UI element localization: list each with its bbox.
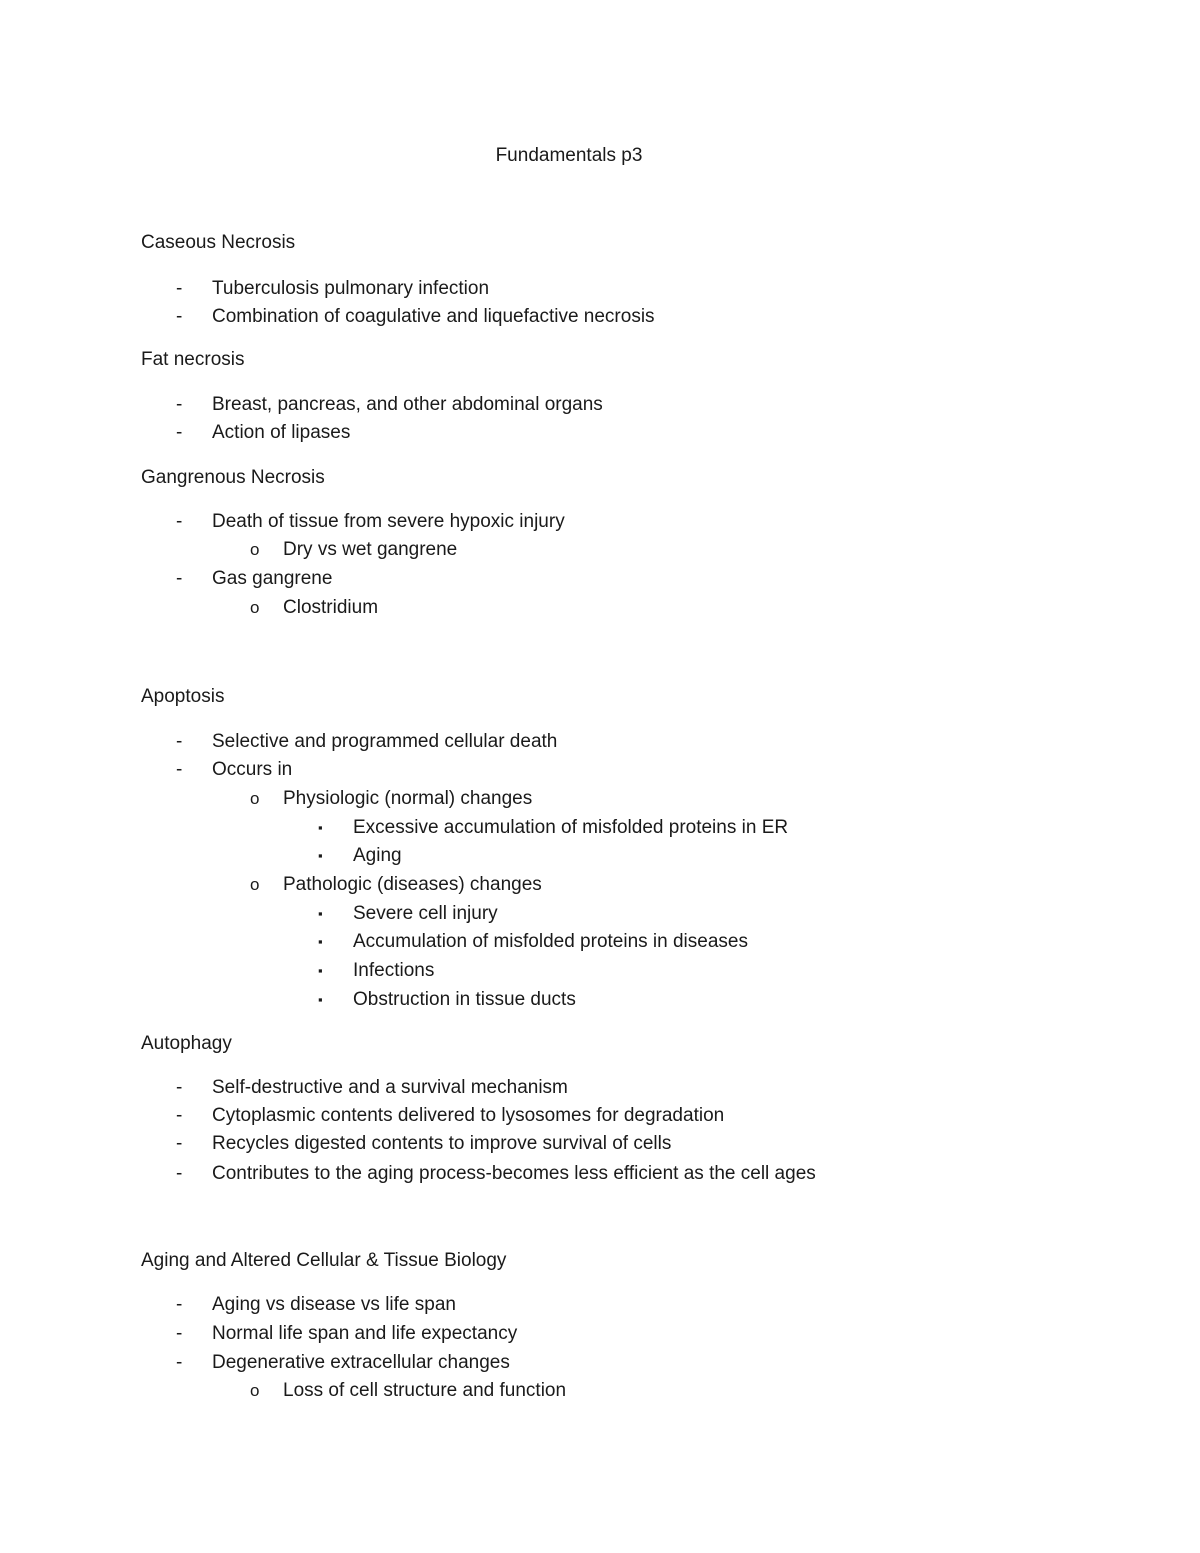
list-item: Breast, pancreas, and other abdominal organs: [212, 394, 603, 415]
dash-bullet: -: [176, 1077, 183, 1098]
dash-bullet: -: [176, 278, 183, 299]
dash-bullet: -: [176, 394, 183, 415]
circle-bullet: o: [250, 540, 260, 559]
dash-bullet: -: [176, 568, 183, 589]
list-item: Occurs in: [212, 759, 293, 780]
dash-bullet: -: [176, 306, 183, 327]
sub-list-item: Physiologic (normal) changes: [283, 788, 533, 809]
sub-sub-list-item: Excessive accumulation of misfolded proteins in ER: [353, 817, 789, 838]
list-item: Aging vs disease vs life span: [212, 1294, 456, 1315]
sub-sub-list-item: Obstruction in tissue ducts: [353, 989, 576, 1010]
square-bullet: ▪: [318, 934, 323, 949]
sub-sub-list-item: Aging: [353, 845, 402, 866]
sub-sub-list-item: Infections: [353, 960, 435, 981]
dash-bullet: -: [176, 1294, 183, 1315]
sub-list-item: Pathologic (diseases) changes: [283, 874, 542, 895]
section-heading-autophagy: Autophagy: [141, 1033, 232, 1054]
circle-bullet: o: [250, 1381, 260, 1400]
section-heading-aging: Aging and Altered Cellular & Tissue Biology: [141, 1250, 507, 1271]
dash-bullet: -: [176, 1323, 183, 1344]
list-item: Selective and programmed cellular death: [212, 731, 558, 752]
section-heading-gangrenous-necrosis: Gangrenous Necrosis: [141, 467, 325, 488]
list-item: Death of tissue from severe hypoxic injury: [212, 511, 565, 532]
circle-bullet: o: [250, 789, 260, 808]
section-heading-caseous-necrosis: Caseous Necrosis: [141, 232, 296, 253]
section-heading-fat-necrosis: Fat necrosis: [141, 349, 245, 370]
sub-sub-list-item: Severe cell injury: [353, 903, 498, 924]
list-item: Action of lipases: [212, 422, 351, 443]
list-item: Combination of coagulative and liquefactive necrosis: [212, 306, 655, 327]
list-item: Recycles digested contents to improve survival of cells: [212, 1133, 672, 1154]
circle-bullet: o: [250, 598, 260, 617]
dash-bullet: -: [176, 1133, 183, 1154]
circle-bullet: o: [250, 875, 260, 894]
list-item: Cytoplasmic contents delivered to lysosomes for degradation: [212, 1105, 725, 1126]
dash-bullet: -: [176, 759, 183, 780]
dash-bullet: -: [176, 511, 183, 532]
list-item: Gas gangrene: [212, 568, 333, 589]
dash-bullet: -: [176, 1105, 183, 1126]
sub-list-item: Dry vs wet gangrene: [283, 539, 458, 560]
dash-bullet: -: [176, 731, 183, 752]
square-bullet: ▪: [318, 820, 323, 835]
square-bullet: ▪: [318, 963, 323, 978]
dash-bullet: -: [176, 422, 183, 443]
list-item: Degenerative extracellular changes: [212, 1352, 510, 1373]
sub-list-item: Clostridium: [283, 597, 379, 618]
list-item: Contributes to the aging process-becomes less efficient as the cell ages: [212, 1163, 816, 1184]
section-heading-apoptosis: Apoptosis: [141, 686, 225, 707]
sub-sub-list-item: Accumulation of misfolded proteins in diseases: [353, 931, 748, 952]
list-item: Tuberculosis pulmonary infection: [212, 278, 490, 299]
square-bullet: ▪: [318, 992, 323, 1007]
dash-bullet: -: [176, 1352, 183, 1373]
square-bullet: ▪: [318, 906, 323, 921]
list-item: Self-destructive and a survival mechanism: [212, 1077, 568, 1098]
list-item: Normal life span and life expectancy: [212, 1323, 518, 1344]
square-bullet: ▪: [318, 848, 323, 863]
dash-bullet: -: [176, 1163, 183, 1184]
page-title: Fundamentals p3: [495, 145, 643, 166]
sub-list-item: Loss of cell structure and function: [283, 1380, 567, 1401]
